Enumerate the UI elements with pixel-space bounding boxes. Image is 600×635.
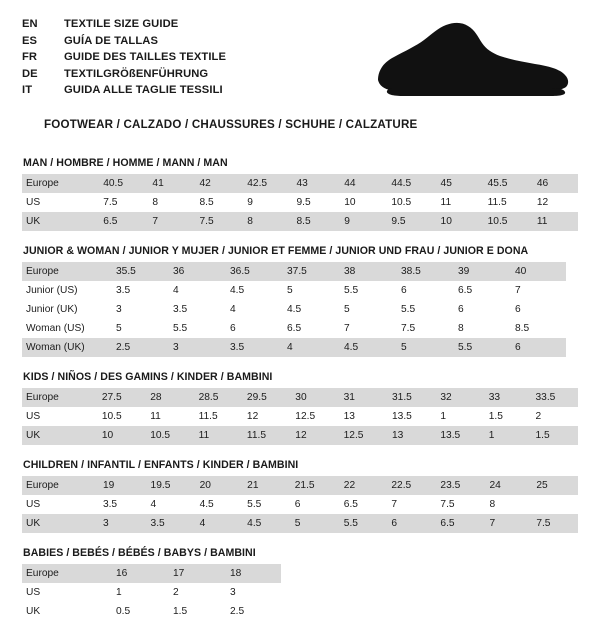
size-section-title: JUNIOR & WOMAN / JUNIOR Y MUJER / JUNIOR ET FEMME / JUNIOR UND FRAU / JUNIOR E DONA <box>23 244 529 257</box>
size-cell: 6 <box>401 284 407 296</box>
language-title: GUÍA DE TALLAS <box>64 34 159 47</box>
row-label: UK <box>22 426 96 445</box>
size-cell: 5 <box>289 514 338 533</box>
size-cell: 12.5 <box>338 426 386 445</box>
size-cell: 8 <box>241 212 290 231</box>
size-cell: 2.5 <box>110 338 167 357</box>
size-cell: 44 <box>338 174 385 193</box>
size-cell: 22 <box>338 476 386 495</box>
size-cell: 5.5 <box>452 338 509 357</box>
size-cell: 6 <box>458 303 464 315</box>
row-label: US <box>26 410 41 422</box>
size-cell: 7.5 <box>193 212 241 231</box>
size-cell: 11.5 <box>241 426 289 445</box>
row-label: Europe <box>22 476 97 495</box>
size-cell: 44.5 <box>385 174 434 193</box>
size-cell: 39 <box>452 262 509 281</box>
size-cell: 4.5 <box>230 284 245 296</box>
size-cell-empty <box>530 495 578 514</box>
language-row <box>22 66 226 83</box>
size-cell: 6.5 <box>343 498 358 510</box>
size-cell: 45.5 <box>482 174 531 193</box>
table-row <box>22 300 566 319</box>
size-cell: 6 <box>515 303 521 315</box>
size-tables <box>0 157 600 635</box>
language-code: ES <box>22 34 38 47</box>
row-label: Woman (UK) <box>22 338 110 357</box>
language-code: IT <box>22 84 33 97</box>
size-cell: 4.5 <box>199 498 214 510</box>
size-cell: 21.5 <box>289 476 338 495</box>
size-cell: 11.5 <box>198 410 218 422</box>
size-cell: 3.5 <box>145 514 194 533</box>
size-cell: 41 <box>146 174 193 193</box>
size-cell: 1 <box>440 410 447 422</box>
size-cell: 1 <box>483 426 530 445</box>
table-row <box>22 514 578 533</box>
size-cell: 1 <box>116 586 122 598</box>
size-cell: 25 <box>530 476 578 495</box>
size-table <box>22 388 578 445</box>
table-row <box>22 281 566 300</box>
size-cell: 10 <box>344 196 356 208</box>
row-label: US <box>26 498 41 510</box>
size-table <box>22 564 281 621</box>
size-cell: 12 <box>289 426 337 445</box>
size-cell: 46 <box>531 174 578 193</box>
size-cell: 33 <box>483 388 530 407</box>
row-label: UK <box>22 514 97 533</box>
size-cell: 8 <box>489 498 496 510</box>
table-row <box>22 388 578 407</box>
size-cell: 5.5 <box>338 514 386 533</box>
size-cell: 3 <box>97 514 145 533</box>
size-cell: 20 <box>194 476 242 495</box>
table-row <box>22 174 578 193</box>
size-cell: 5 <box>344 303 350 315</box>
size-cell: 3.5 <box>224 338 281 357</box>
size-section <box>22 245 578 371</box>
size-cell: 5.5 <box>344 284 359 296</box>
size-table <box>22 476 578 533</box>
size-cell: 43 <box>290 174 338 193</box>
table-row <box>22 193 578 212</box>
size-cell: 3 <box>230 586 236 598</box>
size-cell: 1.5 <box>173 605 188 617</box>
size-cell: 28 <box>144 388 192 407</box>
language-title: GUIDA ALLE TAGLIE TESSILI <box>64 84 223 97</box>
size-cell: 7.5 <box>530 514 578 533</box>
size-cell: 3.5 <box>116 284 131 296</box>
size-cell: 6 <box>230 322 236 334</box>
size-cell: 23.5 <box>434 476 483 495</box>
size-cell: 7.5 <box>440 498 455 510</box>
size-section-title: KIDS / NIÑOS / DES GAMINS / KINDER / BAMBINI <box>23 370 273 383</box>
size-cell: 6 <box>509 338 566 357</box>
language-code: FR <box>22 51 38 64</box>
size-cell: 22.5 <box>385 476 434 495</box>
row-label: Europe <box>22 262 110 281</box>
size-cell: 6 <box>385 514 434 533</box>
language-title: GUIDE DES TAILLES TEXTILE <box>64 51 227 64</box>
size-cell: 5.5 <box>401 303 416 315</box>
size-cell: 4 <box>173 284 179 296</box>
table-row <box>22 495 578 514</box>
size-cell: 9 <box>338 212 385 231</box>
row-label: Europe <box>22 564 110 583</box>
size-section <box>22 157 578 245</box>
size-cell: 28.5 <box>193 388 241 407</box>
size-cell: 13.5 <box>392 410 412 422</box>
table-row <box>22 262 566 281</box>
row-label: UK <box>22 212 97 231</box>
size-cell: 8.5 <box>515 322 530 334</box>
size-cell: 45 <box>435 174 482 193</box>
size-cell: 42 <box>193 174 241 193</box>
dress-shoe-icon <box>372 18 572 100</box>
size-cell: 10.5 <box>391 196 412 208</box>
size-cell: 5.5 <box>247 498 262 510</box>
size-cell: 9.5 <box>385 212 434 231</box>
size-cell: 11.5 <box>487 196 507 208</box>
size-cell: 7 <box>483 514 530 533</box>
size-cell: 4.5 <box>241 514 289 533</box>
size-cell: 10 <box>435 212 482 231</box>
size-cell: 5 <box>287 284 293 296</box>
row-label: US <box>26 586 41 598</box>
section-divider <box>22 445 578 459</box>
size-cell: 6.5 <box>97 212 146 231</box>
size-cell: 11 <box>150 410 161 422</box>
row-label: US <box>26 196 41 208</box>
size-cell: 3.5 <box>102 498 118 510</box>
size-cell: 19.5 <box>145 476 194 495</box>
size-cell: 4 <box>281 338 338 357</box>
language-title: TEXTILGRÖßENFÜHRUNG <box>64 67 209 80</box>
size-cell: 4 <box>194 514 242 533</box>
size-cell: 31 <box>338 388 386 407</box>
section-divider <box>22 621 578 635</box>
size-cell: 10.5 <box>144 426 192 445</box>
size-cell: 3 <box>167 338 224 357</box>
size-cell: 8 <box>152 196 159 208</box>
size-cell: 27.5 <box>96 388 144 407</box>
size-cell: 4.5 <box>287 303 302 315</box>
table-row <box>22 426 578 445</box>
size-cell: 11 <box>193 426 241 445</box>
size-cell: 12 <box>536 196 549 208</box>
size-cell: 7 <box>391 498 398 510</box>
size-cell: 10.5 <box>482 212 531 231</box>
table-row <box>22 602 281 621</box>
size-cell: 12 <box>246 410 259 422</box>
language-row <box>22 33 226 50</box>
size-cell: 7.5 <box>103 196 118 208</box>
table-row <box>22 319 566 338</box>
size-cell: 7 <box>515 284 521 296</box>
table-row <box>22 407 578 426</box>
size-table <box>22 174 578 231</box>
size-cell: 1.5 <box>488 410 503 422</box>
size-cell: 13 <box>386 426 434 445</box>
size-cell: 7 <box>344 322 350 334</box>
size-cell: 17 <box>167 564 224 583</box>
size-cell: 6.5 <box>458 284 473 296</box>
size-cell: 6 <box>294 498 301 510</box>
section-divider <box>22 231 578 245</box>
size-cell: 36 <box>167 262 224 281</box>
language-title: TEXTILE SIZE GUIDE <box>64 18 179 30</box>
size-section-title: CHILDREN / INFANTIL / ENFANTS / KINDER / BAMBINI <box>23 458 299 471</box>
row-label: Woman (US) <box>26 322 85 334</box>
table-row <box>22 212 578 231</box>
size-cell: 21 <box>241 476 289 495</box>
size-cell: 3 <box>116 303 122 315</box>
size-cell: 6.5 <box>434 514 483 533</box>
section-divider <box>22 357 578 371</box>
row-label: Europe <box>22 174 97 193</box>
size-cell: 0.5 <box>116 605 131 617</box>
size-cell: 4 <box>150 498 157 510</box>
size-cell: 5 <box>395 338 452 357</box>
size-cell: 13 <box>343 410 355 422</box>
size-cell: 36.5 <box>224 262 281 281</box>
row-label: Junior (UK) <box>26 303 78 315</box>
language-code: EN <box>22 18 38 30</box>
document-header <box>0 0 600 131</box>
size-cell: 11 <box>440 196 452 208</box>
language-code: DE <box>22 67 38 80</box>
size-cell: 12.5 <box>295 410 316 422</box>
size-cell: 4 <box>230 303 236 315</box>
size-section <box>22 371 578 459</box>
size-section-title: BABIES / BEBÉS / BÉBÉS / BABYS / BAMBINI <box>23 546 256 559</box>
size-cell: 35.5 <box>110 262 167 281</box>
size-cell: 4.5 <box>338 338 395 357</box>
section-divider <box>22 533 578 547</box>
size-cell: 1.5 <box>530 426 578 445</box>
size-section <box>22 547 578 635</box>
size-cell: 6.5 <box>287 322 302 334</box>
size-cell: 29.5 <box>241 388 289 407</box>
size-cell: 2 <box>173 586 179 598</box>
size-cell: 16 <box>110 564 167 583</box>
row-label: Junior (US) <box>26 284 78 296</box>
size-table <box>22 262 566 357</box>
row-label: Europe <box>22 388 96 407</box>
language-row <box>22 82 226 99</box>
size-cell: 9.5 <box>296 196 311 208</box>
size-cell: 38 <box>338 262 395 281</box>
size-cell: 24 <box>483 476 530 495</box>
size-cell: 40.5 <box>97 174 146 193</box>
table-row <box>22 564 281 583</box>
size-cell: 3.5 <box>173 303 188 315</box>
size-section-title: MAN / HOMBRE / HOMME / MANN / MAN <box>23 156 228 169</box>
size-cell: 5.5 <box>173 322 188 334</box>
size-cell: 11 <box>531 212 578 231</box>
table-row <box>22 338 566 357</box>
size-cell: 37.5 <box>281 262 338 281</box>
size-cell: 19 <box>97 476 145 495</box>
category-line: FOOTWEAR / CALZADO / CHAUSSURES / SCHUHE / CALZATURE <box>44 117 418 131</box>
size-cell: 32 <box>434 388 482 407</box>
size-section <box>22 459 578 547</box>
row-label: UK <box>26 605 41 617</box>
size-cell: 8.5 <box>199 196 214 208</box>
language-row <box>22 16 226 33</box>
size-cell: 2 <box>535 410 542 422</box>
size-cell: 18 <box>224 564 281 583</box>
size-cell: 8 <box>458 322 464 334</box>
size-cell: 8.5 <box>290 212 338 231</box>
size-cell: 30 <box>289 388 337 407</box>
size-cell: 9 <box>247 196 253 208</box>
size-cell: 38.5 <box>395 262 452 281</box>
table-row <box>22 476 578 495</box>
size-cell: 40 <box>509 262 566 281</box>
language-title-list <box>22 16 226 99</box>
size-cell: 10 <box>96 426 144 445</box>
size-cell: 10.5 <box>101 410 122 422</box>
size-cell: 2.5 <box>230 605 245 617</box>
size-cell: 5 <box>116 322 122 334</box>
size-cell: 13.5 <box>434 426 482 445</box>
size-cell: 7.5 <box>401 322 416 334</box>
table-row <box>22 583 281 602</box>
size-cell: 31.5 <box>386 388 434 407</box>
language-row <box>22 49 226 66</box>
size-cell: 33.5 <box>530 388 578 407</box>
size-cell: 42.5 <box>241 174 290 193</box>
size-cell: 7 <box>146 212 193 231</box>
